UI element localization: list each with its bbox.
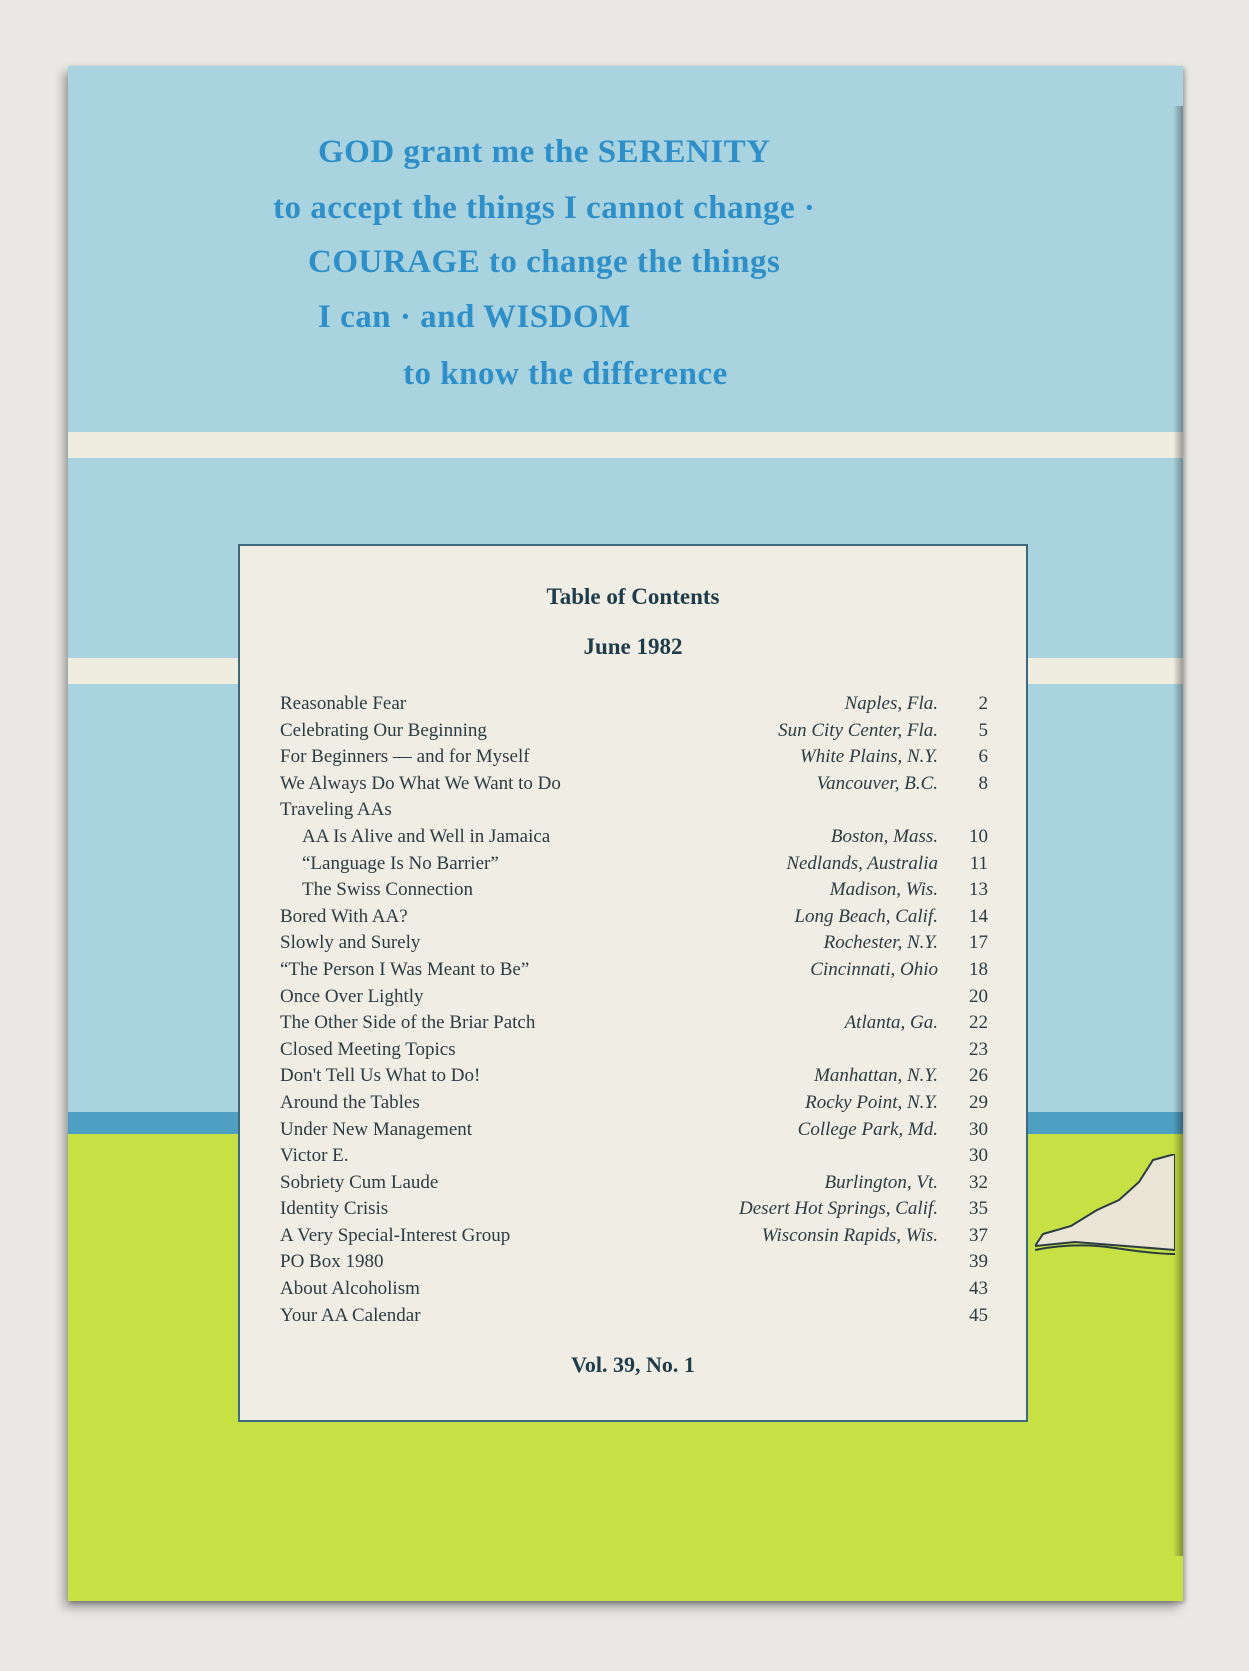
entry-page: 17 xyxy=(969,932,988,954)
prayer-line: COURAGE to change the things xyxy=(308,244,781,280)
entry-page: 11 xyxy=(969,852,988,874)
entry-page: 29 xyxy=(969,1091,988,1113)
entry-location: Vancouver, B.C. xyxy=(816,772,938,794)
entry-page: 10 xyxy=(969,825,988,847)
entry-page: 22 xyxy=(969,1012,988,1034)
entry-page: 30 xyxy=(969,1118,988,1140)
upper-stripe xyxy=(68,432,1183,458)
entry-title: The Swiss Connection xyxy=(302,879,473,901)
toc-entry xyxy=(280,1196,1000,1223)
entry-title: Identity Crisis xyxy=(280,1198,389,1220)
entry-title: About Alcoholism xyxy=(280,1278,420,1300)
entry-page: 14 xyxy=(969,905,988,927)
entry-page: 39 xyxy=(969,1251,988,1273)
entry-title: Under New Management xyxy=(280,1118,473,1140)
volume-number: Vol. 39, No. 1 xyxy=(571,1352,695,1377)
entry-page: 5 xyxy=(978,719,988,741)
entry-location: Desert Hot Springs, Calif. xyxy=(739,1198,938,1220)
toc-entry xyxy=(280,744,1000,771)
toc-entry xyxy=(280,1063,1000,1090)
entry-title: “The Person I Was Meant to Be” xyxy=(280,958,530,980)
entry-title: Reasonable Fear xyxy=(280,693,407,714)
toc-entries xyxy=(280,691,1000,1329)
entry-page: 13 xyxy=(969,879,988,901)
table-of-contents xyxy=(238,544,1028,1422)
entry-location: Rocky Point, N.Y. xyxy=(805,1091,938,1113)
entry-title: Victor E. xyxy=(280,1145,349,1167)
entry-location: Manhattan, N.Y. xyxy=(814,1065,938,1087)
entry-title: For Beginners — and for Myself xyxy=(280,746,530,768)
toc-entry xyxy=(280,957,1000,984)
toc-title: Table of Contents xyxy=(546,584,720,609)
entry-location: Rochester, N.Y. xyxy=(823,932,938,954)
entry-location: Naples, Fla. xyxy=(844,693,938,714)
entry-location: Cincinnati, Ohio xyxy=(810,958,938,980)
toc-entry xyxy=(280,1303,1000,1330)
toc-entry xyxy=(280,1010,1000,1037)
entry-page: 8 xyxy=(978,772,988,794)
prayer-line: to know the difference xyxy=(403,356,728,392)
entry-location: Madison, Wis. xyxy=(829,879,938,901)
entry-title: We Always Do What We Want to Do xyxy=(280,772,561,794)
entry-location: Wisconsin Rapids, Wis. xyxy=(761,1224,938,1246)
entry-title: PO Box 1980 xyxy=(280,1251,384,1273)
entry-title: Slowly and Surely xyxy=(280,932,421,954)
entry-title: Around the Tables xyxy=(280,1091,420,1113)
toc-entry xyxy=(280,691,1000,718)
entry-page: 6 xyxy=(978,746,988,768)
booklet-back-cover xyxy=(68,66,1183,1601)
toc-entry xyxy=(280,1223,1000,1250)
toc-entry xyxy=(280,797,1000,824)
entry-page: 26 xyxy=(969,1065,988,1087)
entry-location: Sun City Center, Fla. xyxy=(778,719,938,741)
entry-title: Sobriety Cum Laude xyxy=(280,1171,439,1193)
entry-location: Nedlands, Australia xyxy=(786,852,938,874)
entry-page: 30 xyxy=(969,1145,988,1167)
rock-illustration xyxy=(1035,1154,1175,1274)
entry-location: Atlanta, Ga. xyxy=(844,1012,938,1034)
toc-entry xyxy=(280,1143,1000,1170)
entry-title: Closed Meeting Topics xyxy=(280,1038,456,1060)
issue-date: June 1982 xyxy=(583,634,683,659)
toc-entry xyxy=(280,851,1000,878)
entry-location: Boston, Mass. xyxy=(830,825,938,847)
prayer-line: GOD grant me the SERENITY xyxy=(318,134,771,170)
toc-entry xyxy=(280,718,1000,745)
entry-page: 18 xyxy=(969,958,988,980)
toc-entry xyxy=(280,1276,1000,1303)
entry-location: Long Beach, Calif. xyxy=(794,905,938,927)
toc-entry xyxy=(280,1090,1000,1117)
toc-entry xyxy=(280,1170,1000,1197)
prayer-line: to accept the things I cannot change · xyxy=(273,190,816,226)
entry-location: College Park, Md. xyxy=(797,1118,938,1140)
entry-page: 32 xyxy=(969,1171,988,1193)
entry-title: “Language Is No Barrier” xyxy=(302,852,499,874)
toc-entry xyxy=(280,904,1000,931)
entry-page: 20 xyxy=(969,985,988,1007)
entry-title: The Other Side of the Briar Patch xyxy=(280,1012,536,1034)
toc-entry xyxy=(280,984,1000,1011)
entry-page: 35 xyxy=(969,1198,988,1220)
toc-entry xyxy=(280,877,1000,904)
entry-page: 45 xyxy=(969,1304,988,1326)
entry-page: 37 xyxy=(969,1224,988,1246)
toc-entry xyxy=(280,771,1000,798)
toc-entry xyxy=(280,1037,1000,1064)
entry-page: 2 xyxy=(978,693,988,714)
entry-title: Once Over Lightly xyxy=(280,985,424,1007)
entry-title: Celebrating Our Beginning xyxy=(280,719,487,741)
entry-title: Don't Tell Us What to Do! xyxy=(280,1065,481,1087)
entry-page: 23 xyxy=(969,1038,988,1060)
entry-title: Bored With AA? xyxy=(280,905,408,927)
entry-location: White Plains, N.Y. xyxy=(799,746,938,768)
toc-entry xyxy=(280,930,1000,957)
toc-entry xyxy=(280,1249,1000,1276)
entry-title: A Very Special-Interest Group xyxy=(280,1224,511,1246)
prayer-line: I can · and WISDOM xyxy=(318,299,631,335)
entry-page: 43 xyxy=(969,1278,988,1300)
toc-entry xyxy=(280,824,1000,851)
toc-entry xyxy=(280,1117,1000,1144)
entry-location: Burlington, Vt. xyxy=(824,1171,938,1193)
entry-title: AA Is Alive and Well in Jamaica xyxy=(302,825,551,847)
entry-title: Traveling AAs xyxy=(280,799,392,821)
entry-title: Your AA Calendar xyxy=(280,1304,421,1326)
booklet-spine-shadow xyxy=(1173,106,1183,1556)
